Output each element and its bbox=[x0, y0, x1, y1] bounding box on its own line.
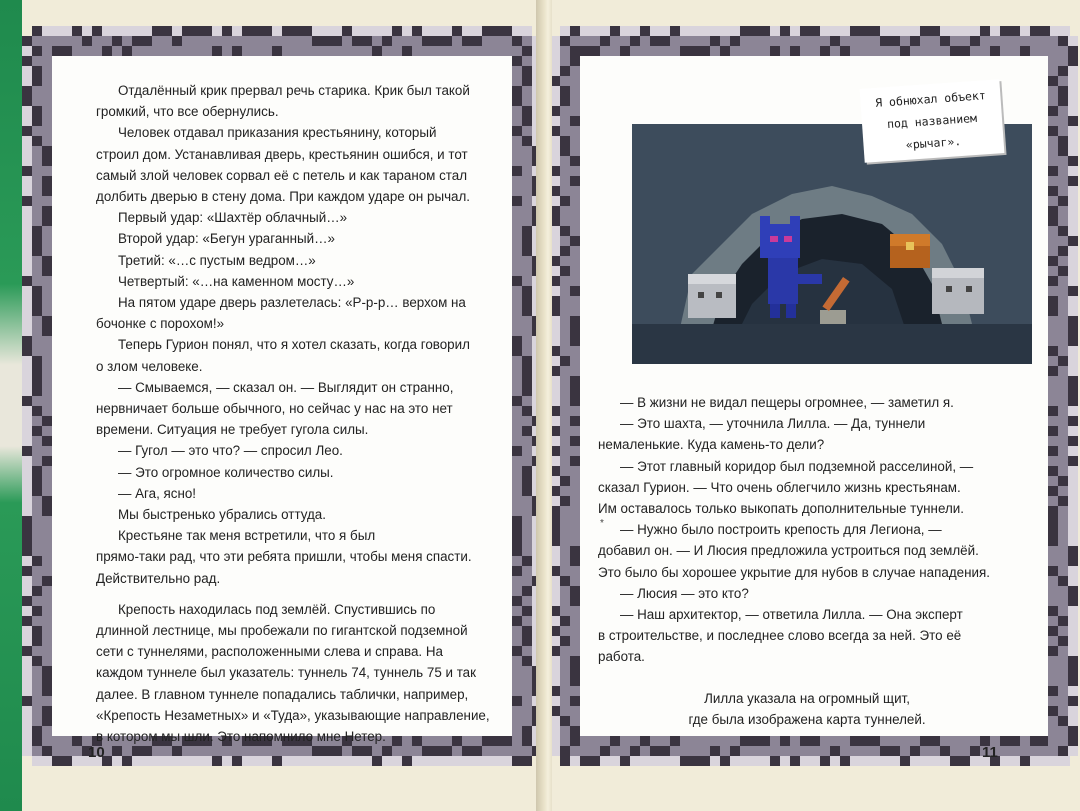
text-line: длинной лестнице, мы пробежали по гигантской подземной bbox=[96, 623, 468, 639]
text-line: строил дом. Устанавливая дверь, крестьянин ошибся, и тот bbox=[96, 146, 468, 162]
speech-callout bbox=[860, 79, 1005, 163]
text-line: каждом туннеле был указатель: туннель 74, туннель 75 и так bbox=[96, 665, 476, 681]
text-line: Человек отдавал приказания крестьянину, который bbox=[118, 125, 437, 141]
text-line bbox=[598, 668, 1016, 688]
text-line: На пятом ударе дверь разлетелась: «Р-р-р… верхом на bbox=[118, 295, 466, 311]
text-line: Действительно рад. bbox=[96, 570, 221, 586]
text-line: Отдалённый крик прервал речь старика. Крик был такой bbox=[118, 83, 470, 98]
text-line: далее. В главном туннеле попадались таблички, например, bbox=[96, 686, 469, 702]
text-line: Теперь Гурион понял, что я хотел сказать, когда говорил bbox=[118, 337, 470, 353]
text-line: добавил он. — И Люсия предложила устроиться под землёй. bbox=[598, 543, 979, 559]
text-line: долбить дверью в стену дома. При каждом ударе он рычал. bbox=[96, 189, 471, 205]
text-line: нервничает больше обычного, но сейчас у нас на это нет bbox=[96, 401, 453, 417]
right-page bbox=[552, 0, 1080, 811]
text-line: — Наш архитектор, — ответила Лилла. — Она эксперт bbox=[620, 607, 963, 623]
text-line: — Люсия — это кто? bbox=[620, 585, 749, 601]
text-line: в строительстве, и последнее слово всегда за ней. Это её bbox=[598, 628, 962, 644]
left-page-text bbox=[96, 80, 506, 747]
right-page-text bbox=[598, 392, 1016, 730]
text-line: где была изображена карта туннелей. bbox=[688, 711, 926, 727]
cave-scene bbox=[632, 124, 1032, 364]
cave-illustration bbox=[632, 124, 1032, 364]
page-number: 11 bbox=[982, 744, 998, 761]
text-line: времени. Ситуация не требует гугола силы. bbox=[96, 422, 369, 438]
text-line: — Смываемся, — сказал он. — Выглядит он странно, bbox=[118, 379, 454, 395]
page-number: 10 bbox=[88, 744, 105, 761]
text-line: Мы быстренько убрались оттуда. bbox=[118, 507, 326, 523]
text-line: — Ага, ясно! bbox=[118, 485, 197, 501]
text-line: прямо-таки рад, что эти ребята пришли, чтобы меня спасти. bbox=[96, 549, 472, 565]
text-line: сети с туннелями, расположенными слева и справа. На bbox=[96, 644, 443, 660]
text-line: в котором мы шли. Это напомнило мне Нетер. bbox=[96, 729, 386, 745]
text-line: Им оставалось только выкопать дополнительные туннели. bbox=[598, 501, 964, 517]
text-line: Второй удар: «Бегун ураганный…» bbox=[118, 231, 335, 247]
callout-line: Я обнюхал объект bbox=[874, 88, 987, 110]
text-line: работа. bbox=[598, 649, 645, 665]
text-line: — Нужно было построить крепость для Легиона, — bbox=[620, 522, 942, 538]
text-line: немаленькие. Куда камень-то дели? bbox=[598, 437, 825, 453]
text-line: Первый удар: «Шахтёр облачный…» bbox=[118, 210, 348, 226]
text-line: — Это огромное количество силы. bbox=[118, 464, 334, 480]
text-line: Это было бы хорошее укрытие для нубов в случае нападения. bbox=[598, 564, 990, 580]
text-line: «Крепость Незаметных» и «Туда», указывающие направление, bbox=[96, 707, 490, 723]
text-line: Четвертый: «…на каменном мосту…» bbox=[118, 273, 355, 289]
text-line: — Это шахта, — уточнила Лилла. — Да, туннели bbox=[620, 416, 926, 432]
text-line: сказал Гурион. — Что очень облегчило жизнь крестьянам. bbox=[598, 479, 961, 495]
text-line: Третий: «…с пустым ведром…» bbox=[118, 252, 316, 268]
text-line: Крестьяне так меня встретили, что я был bbox=[118, 528, 376, 544]
text-line: о злом человеке. bbox=[96, 358, 203, 374]
text-line: Крепость находилась под землёй. Спустившись по bbox=[118, 601, 436, 617]
stray-mark: * bbox=[600, 518, 604, 529]
callout-line: под названием «рычаг». bbox=[886, 110, 978, 152]
text-line: — Гугол — это что? — спросил Лео. bbox=[118, 443, 343, 459]
text-line: — Этот главный коридор был подземной расселиной, — bbox=[620, 458, 974, 474]
text-line: — В жизни не видал пещеры огромнее, — заметил я. bbox=[620, 395, 954, 410]
text-line bbox=[96, 589, 506, 599]
text-line: громкий, что все обернулись. bbox=[96, 104, 279, 120]
text-line: Лилла указала на огромный щит, bbox=[704, 690, 910, 706]
text-line: самый злой человек сорвал её с петель и как тараном стал bbox=[96, 167, 468, 183]
text-line: бочонке с порохом!» bbox=[96, 316, 225, 332]
